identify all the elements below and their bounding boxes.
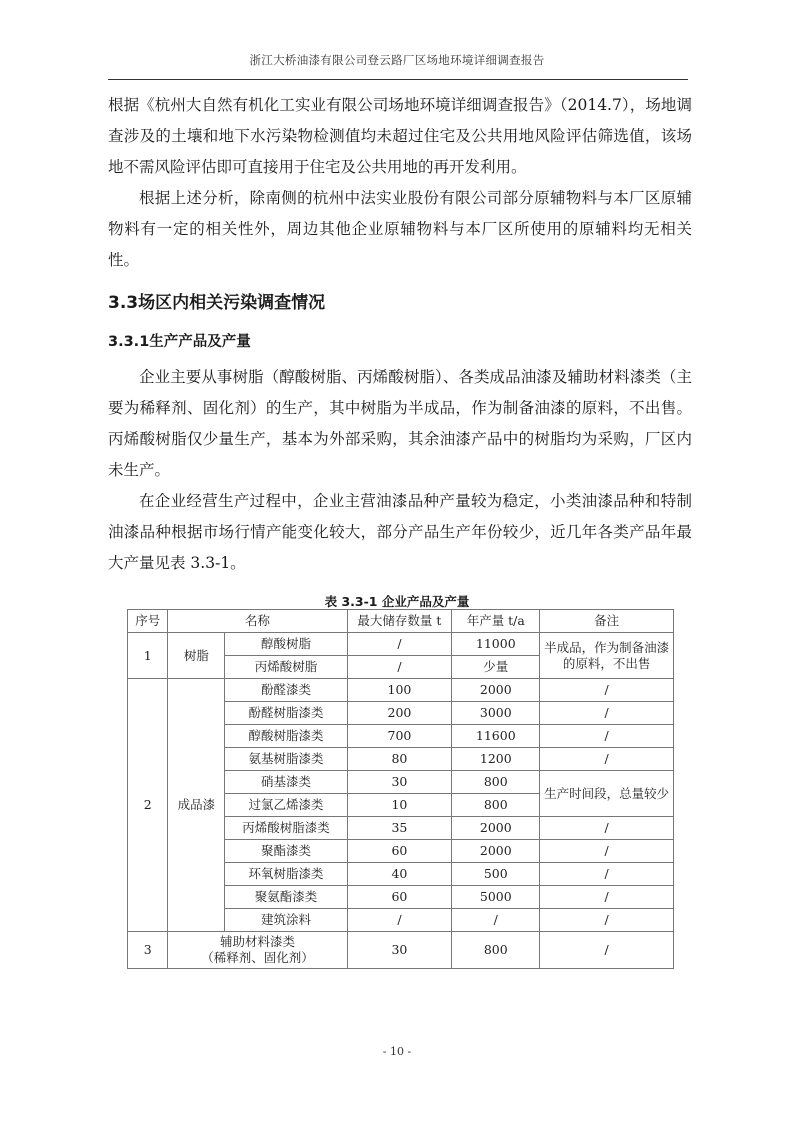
product-stock: / bbox=[347, 633, 452, 656]
group-category: 成品漆 bbox=[168, 679, 225, 932]
product-annual: 3000 bbox=[452, 702, 540, 725]
product-note: / bbox=[540, 932, 674, 969]
header-annual: 年产量 t/a bbox=[452, 610, 540, 633]
product-name: 酚醛漆类 bbox=[225, 679, 347, 702]
product-name: 聚酯漆类 bbox=[225, 840, 347, 863]
group-category: 树脂 bbox=[168, 633, 225, 679]
product-stock: / bbox=[347, 656, 452, 679]
header-stock: 最大储存数量 t bbox=[347, 610, 452, 633]
group-no: 2 bbox=[128, 679, 168, 932]
product-name-line2: （稀释剂、固化剂） bbox=[201, 950, 314, 965]
product-annual: 11600 bbox=[452, 725, 540, 748]
table-row bbox=[128, 633, 674, 656]
product-annual: 5000 bbox=[452, 886, 540, 909]
paragraph-3: 企业主要从事树脂（醇酸树脂、丙烯酸树脂）、各类成品油漆及辅助材料漆类（主要为稀释剂、固化剂）的生产，其中树脂为半成品，作为制备油漆的原料，不出售。丙烯酸树脂仅少量生产，基本为外部采购，其余油漆产品中的树脂均为采购，厂区内未生产。 bbox=[108, 368, 692, 479]
product-name: 酚醛树脂漆类 bbox=[225, 702, 347, 725]
product-name: 过氯乙烯漆类 bbox=[225, 794, 347, 817]
product-name: 建筑涂料 bbox=[225, 909, 347, 932]
header-name: 名称 bbox=[168, 610, 347, 633]
product-name: 环氧树脂漆类 bbox=[225, 863, 347, 886]
product-annual: 1200 bbox=[452, 748, 540, 771]
product-note: / bbox=[540, 679, 674, 702]
product-annual: / bbox=[452, 909, 540, 932]
product-annual: 800 bbox=[452, 771, 540, 794]
product-stock: 10 bbox=[347, 794, 452, 817]
header-divider bbox=[108, 79, 688, 80]
product-stock: 700 bbox=[347, 725, 452, 748]
table-row bbox=[128, 679, 674, 702]
table-caption: 表 3.3-1 企业产品及产量 bbox=[324, 594, 470, 609]
product-annual: 少量 bbox=[452, 656, 540, 679]
product-stock: 35 bbox=[347, 817, 452, 840]
product-stock: 60 bbox=[347, 840, 452, 863]
product-stock: 30 bbox=[347, 771, 452, 794]
product-stock: 200 bbox=[347, 702, 452, 725]
product-stock: 60 bbox=[347, 886, 452, 909]
table-header-row bbox=[128, 610, 674, 633]
product-stock: 40 bbox=[347, 863, 452, 886]
product-annual: 800 bbox=[452, 932, 540, 969]
product-note: / bbox=[540, 817, 674, 840]
product-name: 醇酸树脂 bbox=[225, 633, 347, 656]
product-stock: 100 bbox=[347, 679, 452, 702]
header-note: 备注 bbox=[540, 610, 674, 633]
paragraph-2: 根据上述分析，除南侧的杭州中法实业股份有限公司部分原辅物料与本厂区原辅物料有一定的相关性外，周边其他企业原辅物料与本厂区所使用的原辅料均无相关性。 bbox=[108, 189, 692, 269]
paragraph-1: 根据《杭州大自然有机化工实业有限公司场地环境详细调查报告》（2014.7），场地调查涉及的土壤和地下水污染物检测值均未超过住宅及公共用地风险评估筛选值，该场地不需风险评估即可直接用于住宅及公共用地的再开发利用。 bbox=[108, 96, 692, 176]
product-note: / bbox=[540, 909, 674, 932]
header-no: 序号 bbox=[128, 610, 168, 633]
table-row bbox=[128, 932, 674, 969]
product-note: / bbox=[540, 725, 674, 748]
product-annual: 11000 bbox=[452, 633, 540, 656]
section-heading: 3.3场区内相关污染调查情况 bbox=[108, 293, 326, 313]
paragraph-4: 在企业经营生产过程中，企业主营油漆品种产量较为稳定，小类油漆品种和特制油漆品种根据市场行情产能变化较大，部分产品生产年份较少，近几年各类产品年最大产量见表 3.3-1。 bbox=[108, 492, 692, 572]
products-table bbox=[127, 609, 674, 969]
product-name: 硝基漆类 bbox=[225, 771, 347, 794]
body-content bbox=[108, 90, 692, 579]
product-annual: 2000 bbox=[452, 817, 540, 840]
product-note: 生产时间段，总量较少 bbox=[540, 771, 674, 817]
product-note: / bbox=[540, 840, 674, 863]
product-stock: 30 bbox=[347, 932, 452, 969]
group-no: 1 bbox=[128, 633, 168, 679]
subsection-heading: 3.3.1生产产品及产量 bbox=[108, 334, 251, 350]
product-annual: 2000 bbox=[452, 840, 540, 863]
product-stock: 80 bbox=[347, 748, 452, 771]
product-name bbox=[168, 932, 347, 969]
product-note: 半成品，作为制备油漆的原料，不出售 bbox=[540, 633, 674, 679]
group-no: 3 bbox=[128, 932, 168, 969]
product-annual: 500 bbox=[452, 863, 540, 886]
product-annual: 2000 bbox=[452, 679, 540, 702]
product-note: / bbox=[540, 886, 674, 909]
product-name: 聚氨酯漆类 bbox=[225, 886, 347, 909]
product-annual: 800 bbox=[452, 794, 540, 817]
product-name: 醇酸树脂漆类 bbox=[225, 725, 347, 748]
running-header: 浙江大桥油漆有限公司登云路厂区场地环境详细调查报告 bbox=[249, 53, 545, 67]
product-note: / bbox=[540, 863, 674, 886]
product-name: 氨基树脂漆类 bbox=[225, 748, 347, 771]
product-name: 丙烯酸树脂漆类 bbox=[225, 817, 347, 840]
product-note: / bbox=[540, 748, 674, 771]
product-name-line1: 辅助材料漆类 bbox=[219, 934, 295, 949]
page-number: - 10 - bbox=[382, 1045, 412, 1058]
product-name: 丙烯酸树脂 bbox=[225, 656, 347, 679]
product-note: / bbox=[540, 702, 674, 725]
product-stock: / bbox=[347, 909, 452, 932]
